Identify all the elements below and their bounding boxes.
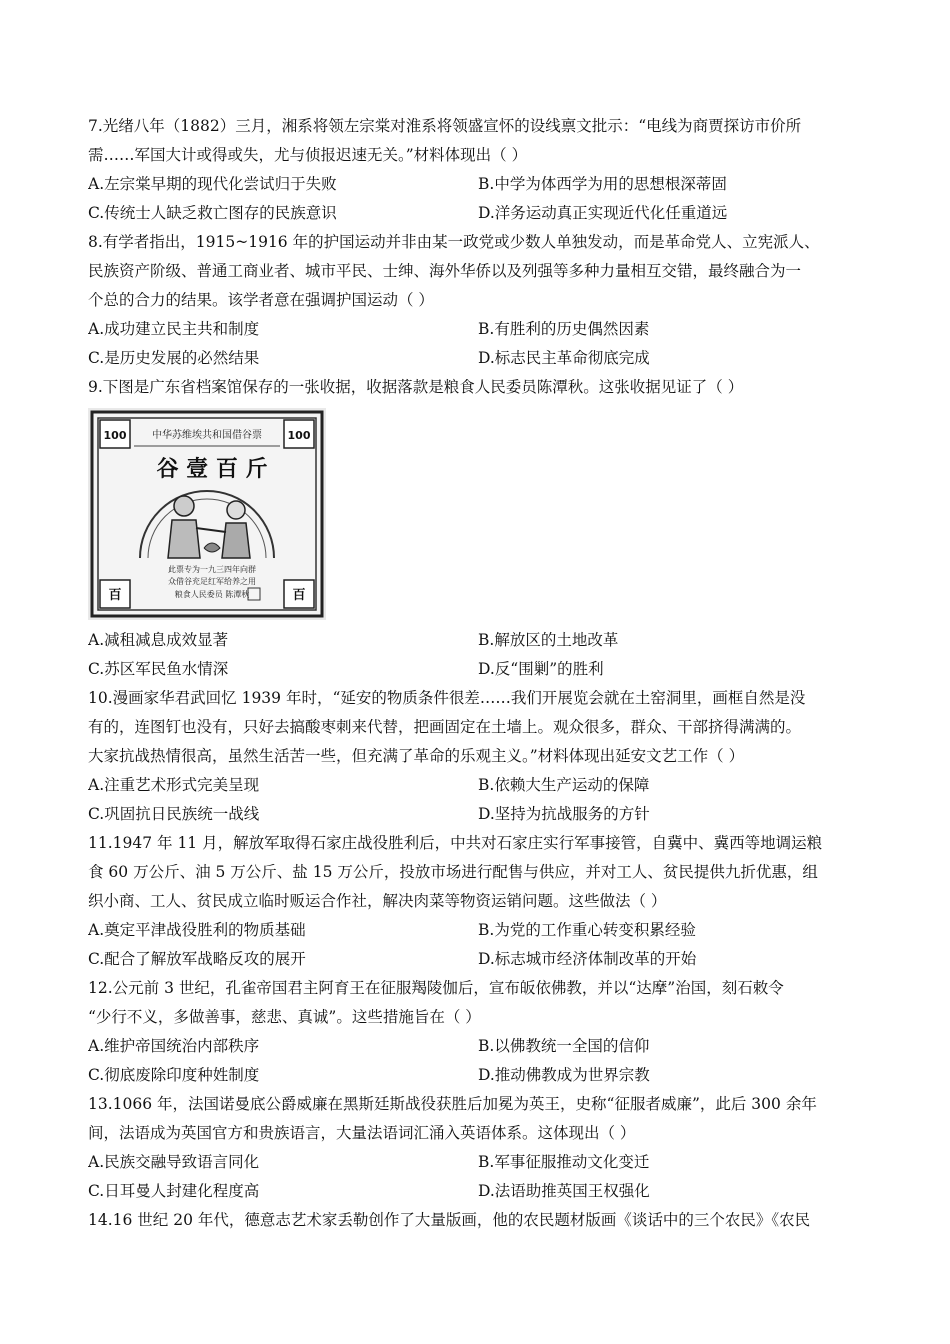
question-12 bbox=[88, 974, 868, 1090]
option-d: D.洋务运动真正实现近代化任重道远 bbox=[478, 204, 728, 222]
question-text: 民族资产阶级、普通工商业者、城市平民、士绅、海外华侨以及列强等多种力量相互交错，最终融合为一 bbox=[88, 262, 802, 280]
option-b: B.中学为体西学为用的思想根深蒂固 bbox=[478, 175, 727, 193]
question-text: 9.下图是广东省档案馆保存的一张收据，收据落款是粮食人民委员陈潭秋。这张收据见证了（ ） bbox=[88, 378, 744, 396]
option-row bbox=[88, 170, 868, 199]
question-10 bbox=[88, 684, 868, 829]
option-d: D.坚持为抗战服务的方针 bbox=[478, 805, 650, 823]
option-b: B.解放区的土地改革 bbox=[478, 631, 619, 649]
corner-value-tl: 100 bbox=[103, 429, 127, 442]
option-row bbox=[88, 1061, 868, 1090]
option-c: C.彻底废除印度种姓制度 bbox=[88, 1066, 260, 1084]
receipt-header: 中华苏维埃共和国借谷票 bbox=[152, 430, 262, 441]
corner-char-bl: 百 bbox=[108, 588, 122, 603]
question-text: 14.16 世纪 20 年代，德意志艺术家丢勒创作了大量版画，他的农民题材版画《谈话中的三个农民》《农民 bbox=[88, 1211, 811, 1229]
question-text: 11.1947 年 11 月，解放军取得石家庄战役胜利后，中共对石家庄实行军事接管，自冀中、冀西等地调运粮 bbox=[88, 834, 823, 852]
question-text: 13.1066 年，法国诺曼底公爵威廉在黑斯廷斯战役获胜后加冕为英王，史称“征服者威廉”，此后 300 余年 bbox=[88, 1095, 817, 1113]
option-b: B.有胜利的历史偶然因素 bbox=[478, 320, 650, 338]
option-b: B.军事征服推动文化变迁 bbox=[478, 1153, 650, 1171]
exam-page bbox=[88, 112, 868, 1235]
option-a: A.奠定平津战役胜利的物质基础 bbox=[88, 921, 306, 939]
option-row bbox=[88, 199, 868, 228]
question-text: 间，法语成为英国官方和贵族语言，大量法语词汇涌入英语体系。这体现出（ ） bbox=[88, 1124, 636, 1142]
option-a: A.维护帝国统治内部秩序 bbox=[88, 1037, 260, 1055]
option-row bbox=[88, 1032, 868, 1061]
corner-char-br: 百 bbox=[292, 588, 306, 603]
receipt-footer-3: 粮食人民委员 陈潭秋 bbox=[174, 590, 250, 599]
option-row bbox=[88, 771, 868, 800]
receipt-footer-2: 众借谷充足红军给养之用 bbox=[168, 577, 256, 586]
question-text: 10.漫画家华君武回忆 1939 年时，“延安的物质条件很差……我们开展览会就在土窑洞里，画框自然是没 bbox=[88, 689, 806, 707]
question-text: “少行不义，多做善事，慈悲、真诚”。这些措施旨在（ ） bbox=[88, 1008, 481, 1026]
question-9 bbox=[88, 373, 868, 684]
option-c: C.巩固抗日民族统一战线 bbox=[88, 805, 260, 823]
option-d: D.标志民主革命彻底完成 bbox=[478, 349, 650, 367]
option-a: A.成功建立民主共和制度 bbox=[88, 320, 260, 338]
option-row bbox=[88, 626, 868, 655]
question-text: 个总的合力的结果。该学者意在强调护国运动（ ） bbox=[88, 291, 434, 309]
question-13 bbox=[88, 1090, 868, 1206]
option-b: B.依赖大生产运动的保障 bbox=[478, 776, 650, 794]
option-c: C.传统士人缺乏救亡图存的民族意识 bbox=[88, 204, 337, 222]
option-row bbox=[88, 800, 868, 829]
question-11 bbox=[88, 829, 868, 974]
question-14 bbox=[88, 1206, 868, 1235]
option-c: C.是历史发展的必然结果 bbox=[88, 349, 260, 367]
option-c: C.日耳曼人封建化程度高 bbox=[88, 1182, 260, 1200]
question-text: 12.公元前 3 世纪，孔雀帝国君主阿育王在征服羯陵伽后，宣布皈依佛教，并以“达摩”治国，刻石敕令 bbox=[88, 979, 784, 997]
question-text: 需……军国大计或得或失，尤与侦报迟速无关。”材料体现出（ ） bbox=[88, 146, 528, 164]
receipt-main-text: 谷 壹 百 斤 bbox=[156, 456, 268, 482]
option-row bbox=[88, 344, 868, 373]
receipt-image bbox=[88, 408, 326, 620]
question-text: 8.有学者指出，1915~1916 年的护国运动并非由某一政党或少数人单独发动，而是革命党人、立宪派人、 bbox=[88, 233, 820, 251]
option-a: A.注重艺术形式完美呈现 bbox=[88, 776, 260, 794]
option-row bbox=[88, 315, 868, 344]
option-c: C.配合了解放军战略反攻的展开 bbox=[88, 950, 306, 968]
option-d: D.反“围剿”的胜利 bbox=[478, 660, 604, 678]
option-a: A.民族交融导致语言同化 bbox=[88, 1153, 260, 1171]
grain-receipt-illustration bbox=[88, 408, 326, 620]
option-row bbox=[88, 1148, 868, 1177]
option-b: B.以佛教统一全国的信仰 bbox=[478, 1037, 650, 1055]
receipt-footer-1: 此票专为一九三四年向群 bbox=[168, 565, 256, 574]
option-a: A.减租减息成效显著 bbox=[88, 631, 229, 649]
option-row bbox=[88, 1177, 868, 1206]
option-row bbox=[88, 916, 868, 945]
option-d: D.标志城市经济体制改革的开始 bbox=[478, 950, 697, 968]
option-c: C.苏区军民鱼水情深 bbox=[88, 660, 229, 678]
question-8 bbox=[88, 228, 868, 373]
question-text: 织小商、工人、贫民成立临时贩运合作社，解决肉菜等物资运销问题。这些做法（ ） bbox=[88, 892, 667, 910]
question-text: 食 60 万公斤、油 5 万公斤、盐 15 万公斤，投放市场进行配售与供应，并对工人、贫民提供九折优惠，组 bbox=[88, 863, 818, 881]
question-text: 有的，连图钉也没有，只好去搞酸枣刺来代替，把画固定在土墙上。观众很多，群众、干部挤得满满的。 bbox=[88, 718, 802, 736]
option-a: A.左宗棠早期的现代化尝试归于失败 bbox=[88, 175, 337, 193]
question-text: 7.光绪八年（1882）三月，湘系将领左宗棠对淮系将领盛宣怀的设线禀文批示：“电线为商贾探访市价所 bbox=[88, 117, 802, 135]
option-b: B.为党的工作重心转变积累经验 bbox=[478, 921, 696, 939]
option-d: D.法语助推英国王权强化 bbox=[478, 1182, 650, 1200]
corner-value-tr: 100 bbox=[287, 429, 311, 442]
option-d: D.推动佛教成为世界宗教 bbox=[478, 1066, 650, 1084]
option-row bbox=[88, 655, 868, 684]
question-text: 大家抗战热情很高，虽然生活苦一些，但充满了革命的乐观主义。”材料体现出延安文艺工作（ ） bbox=[88, 747, 745, 765]
option-row bbox=[88, 945, 868, 974]
question-7 bbox=[88, 112, 868, 228]
